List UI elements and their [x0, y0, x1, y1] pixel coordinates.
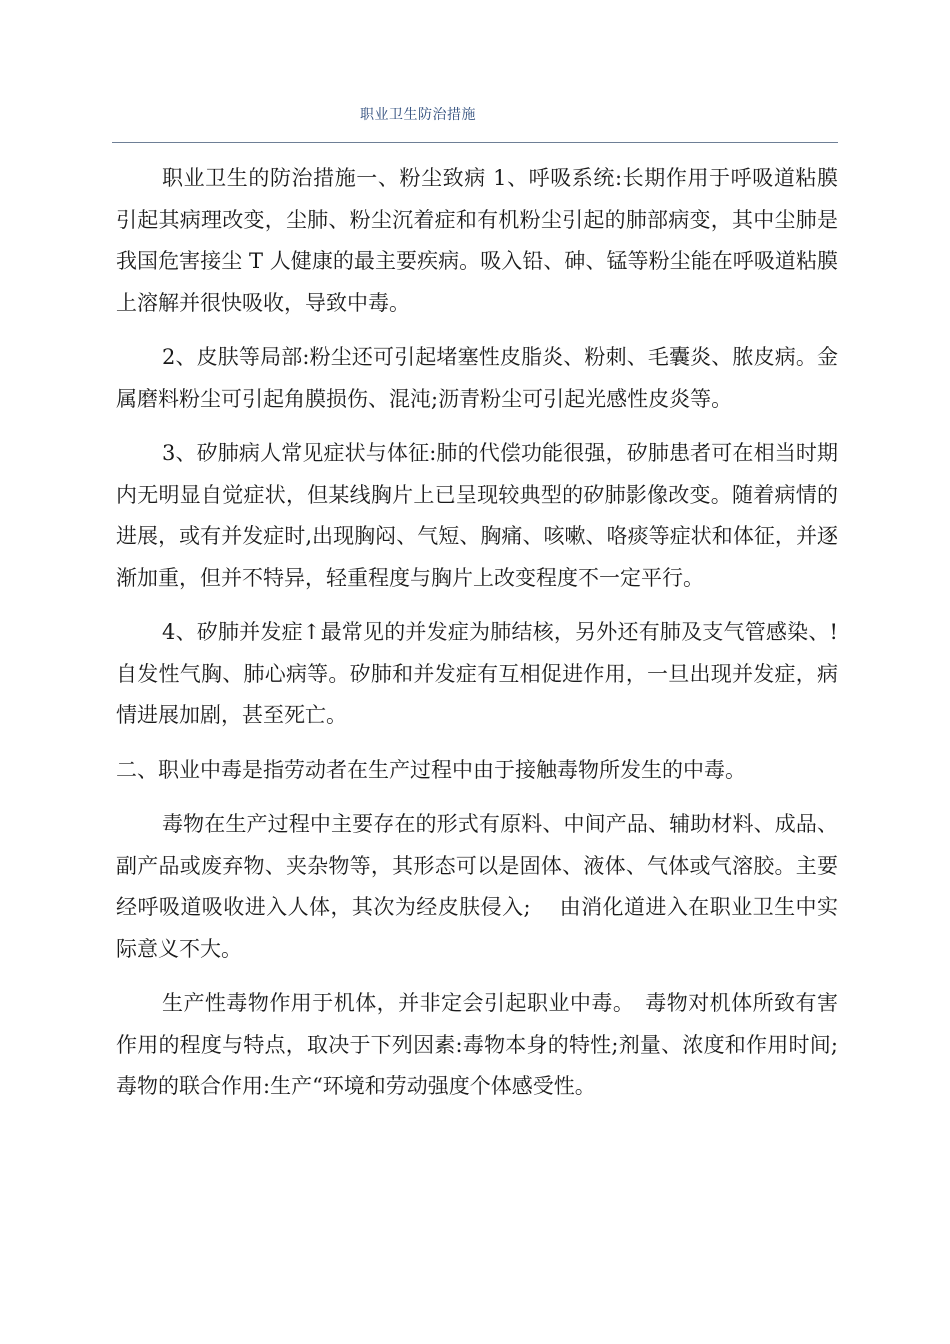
paragraph-dust-respiratory: 职业卫生的防治措施一、粉尘致病 1、呼吸系统:长期作用于呼吸道粘膜引起其病理改变，尘肺、粉尘沉着症和有机粉尘引起的肺部病变，其中尘肺是我国危害接尘 T 人健康的最主要疾病。吸入铅、砷、锰等粉尘能在呼吸道粘膜上溶解并很快吸收，导致中毒。	[116, 166, 838, 315]
paragraph-dust-skin: 2、皮肤等局部:粉尘还可引起堵塞性皮脂炎、粉刺、毛囊炎、脓皮病。金属磨料粉尘可引起角膜损伤、混沌;沥青粉尘可引起光感性皮炎等。	[116, 345, 838, 411]
paragraph-silicosis-complications: 4、矽肺并发症↑最常见的并发症为肺结核，另外还有肺及支气管感染、!自发性气胸、肺心病等。矽肺和并发症有互相促进作用，一旦出现并发症，病情进展加剧，甚至死亡。	[116, 620, 838, 727]
header-title: 职业卫生防治措施	[360, 107, 476, 123]
page-header	[112, 96, 838, 143]
paragraph-silicosis-symptoms: 3、矽肺病人常见症状与体征:肺的代偿功能很强，矽肺患者可在相当时期内无明显自觉症状，但某线胸片上已呈现较典型的矽肺影像改变。随着病情的进展，或有并发症时,出现胸闷、气短、胸痛、咳嗽、咯痰等症状和体征，并逐渐加重，但并不特异，轻重程度与胸片上改变程度不一定平行。	[116, 441, 838, 590]
paragraph-toxicant-factors: 生产性毒物作用于机体，并非定会引起职业中毒。 毒物对机体所致有害作用的程度与特点，取决于下列因素:毒物本身的特性;剂量、浓度和作用时间;毒物的联合作用:生产“环境和劳动强度个体感受性。	[116, 991, 838, 1098]
paragraph-occupational-poisoning-heading: 二、职业中毒是指劳动者在生产过程中由于接触毒物所发生的中毒。	[116, 757, 746, 782]
paragraph-toxicant-forms: 毒物在生产过程中主要存在的形式有原料、中间产品、辅助材料、成品、副产品或废弃物、夹杂物等，其形态可以是固体、液体、气体或气溶胶。主要经呼吸道吸收进入人体，其次为经皮肤侵入; 由消化道进入在职业卫生中实际意义不大。	[116, 812, 838, 961]
document-body	[116, 158, 838, 1108]
